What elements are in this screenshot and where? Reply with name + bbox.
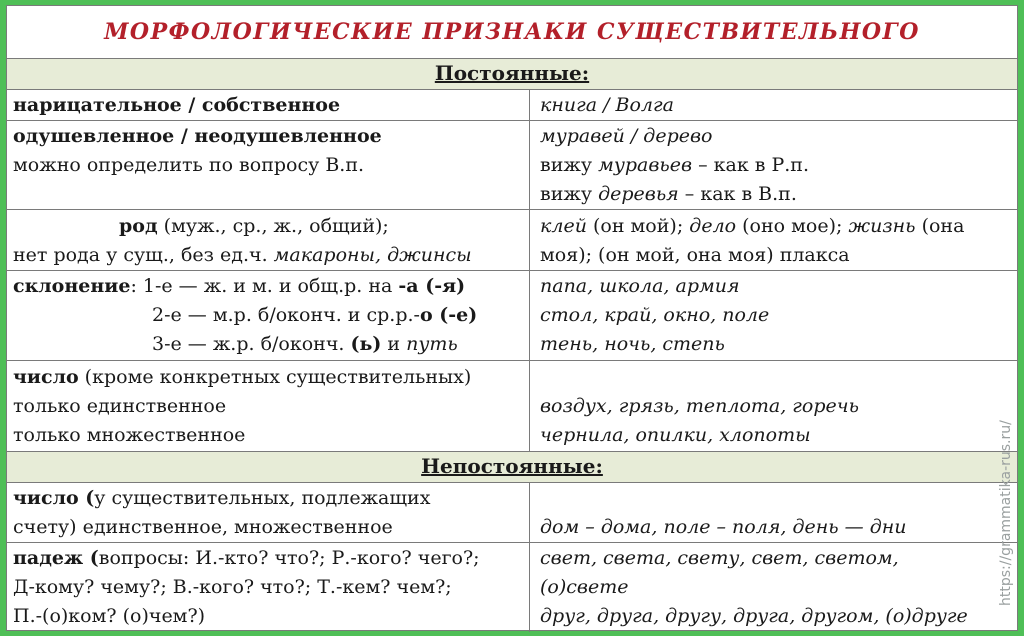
row-note-example: путь (406, 333, 458, 355)
row-label: нарицательное / собственное (13, 94, 341, 116)
table-row (7, 361, 1017, 452)
row-label: число ( (13, 487, 95, 509)
section-constant (7, 58, 1017, 90)
row-example: папа, школа, армия (540, 275, 740, 297)
row-note-example: макароны, джинсы (273, 244, 472, 266)
row-example: книга / Волга (540, 94, 674, 116)
row-example-word: муравьев (598, 154, 693, 176)
row-example-text: – как в В.п. (678, 183, 797, 205)
table-row (7, 483, 1017, 543)
row-ending: (ь) (350, 333, 382, 355)
section-constant-label: Постоянные: (434, 61, 590, 85)
row-example: дом – дома, поле – поля, день — дни (540, 516, 907, 538)
row-note: у существительных, подлежащих (94, 487, 431, 509)
section-nonconstant (7, 451, 1017, 483)
row-note: только множественное (13, 424, 246, 446)
row-example-text: (он мой); (586, 215, 690, 237)
row-example-text: – как в Р.п. (692, 154, 810, 176)
row-label: одушевленное / неодушевленное (13, 125, 382, 147)
row-example-word: дело (689, 215, 737, 237)
row-note: вопросы: И.-кто? что?; Р.-кого? чего?; (98, 547, 480, 569)
row-example: муравей / дерево (540, 125, 713, 147)
row-example: свет, света, свету, свет, светом, (540, 547, 899, 569)
row-note: (муж., ср., ж., общий); (157, 215, 389, 237)
watermark-url: https://grammatika-rus.ru/ (998, 420, 1014, 607)
row-label: род (119, 215, 158, 237)
row-ending: -а (-я) (398, 275, 466, 297)
row-example: друг, друга, другу, друга, другом, (о)друге (540, 605, 968, 627)
row-note: 2-е — м.р. б/оконч. и ср.р.- (152, 304, 420, 326)
row-note: 3-е — ж.р. б/оконч. (152, 333, 351, 355)
table-frame (6, 5, 1018, 631)
row-note: Д-кому? чему?; В.-кого? что?; Т.-кем? чем?; (13, 576, 452, 598)
row-note: и (381, 333, 407, 355)
row-example: чернила, опилки, хлопоты (540, 424, 811, 446)
row-note: только единственное (13, 395, 227, 417)
row-label: падеж ( (13, 547, 99, 569)
section-nonconstant-label: Непостоянные: (421, 454, 603, 478)
row-note: П.-(о)ком? (о)чем?) (13, 605, 206, 627)
row-note: можно определить по вопросу В.п. (13, 154, 365, 176)
row-example-text: вижу (540, 154, 599, 176)
table-row (7, 543, 1017, 632)
table-row (7, 90, 1017, 121)
row-example-word: жизнь (848, 215, 916, 237)
row-label: число (13, 366, 79, 388)
row-example: воздух, грязь, теплота, горечь (540, 395, 859, 417)
row-example: стол, край, окно, поле (540, 304, 770, 326)
row-example-text: вижу (540, 183, 599, 205)
row-note: счету) единственное, множественное (13, 516, 393, 538)
row-example-word: деревья (598, 183, 679, 205)
row-ending: о (-е) (419, 304, 478, 326)
row-example-text: моя); (он мой, она моя) плакса (540, 244, 850, 266)
row-note: (кроме конкретных существительных) (78, 366, 472, 388)
row-label: склонение (13, 275, 131, 297)
page-title: МОРФОЛОГИЧЕСКИЕ ПРИЗНАКИ СУЩЕСТВИТЕЛЬНОГО (7, 6, 1017, 59)
table-row (7, 121, 1017, 210)
row-example-word: клей (540, 215, 587, 237)
table-row (7, 271, 1017, 361)
row-example-text: (оно мое); (736, 215, 849, 237)
row-example-text: (она (915, 215, 965, 237)
row-example: тень, ночь, степь (540, 333, 725, 355)
row-note: : 1-е — ж. и м. и общ.р. на (130, 275, 399, 297)
row-note: нет рода у сущ., без ед.ч. (13, 244, 274, 266)
row-example: (о)свете (540, 576, 629, 598)
table-row (7, 210, 1017, 271)
